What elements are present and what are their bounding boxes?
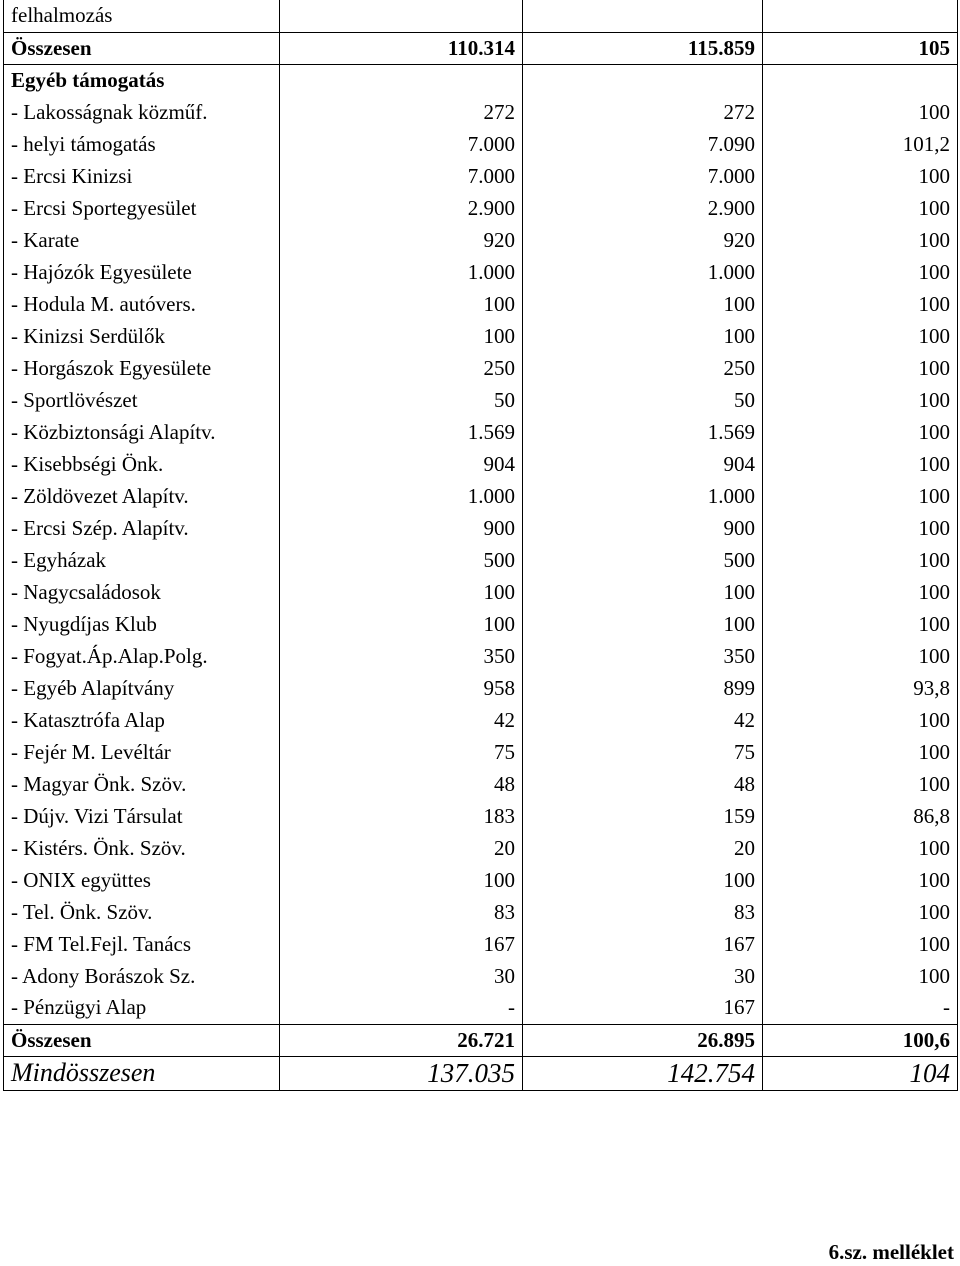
row-value-1: 500	[280, 544, 523, 576]
row-label: - Fejér M. Levéltár	[4, 736, 280, 768]
row-value-3: 100	[763, 256, 958, 288]
row-value-2: 48	[523, 768, 763, 800]
row-label: - Tel. Önk. Szöv.	[4, 896, 280, 928]
row-value-1: 50	[280, 384, 523, 416]
table-row	[4, 672, 958, 704]
subtotal-value-1: 26.721	[280, 1024, 523, 1056]
table-row	[4, 288, 958, 320]
row-label: - Nagycsaládosok	[4, 576, 280, 608]
row-value-2: 100	[523, 320, 763, 352]
row-label: - FM Tel.Fejl. Tanács	[4, 928, 280, 960]
row-value-3: 100	[763, 416, 958, 448]
row-value-1: 20	[280, 832, 523, 864]
row-value-2: 100	[523, 288, 763, 320]
row-value-3: 100	[763, 736, 958, 768]
row-label: - Magyar Önk. Szöv.	[4, 768, 280, 800]
grand-total-label: Mindösszesen	[4, 1056, 280, 1090]
row-value-1: 7.000	[280, 128, 523, 160]
row-value-3: 100	[763, 576, 958, 608]
row-label: - Dújv. Vizi Társulat	[4, 800, 280, 832]
row-label: - Sportlövészet	[4, 384, 280, 416]
row-value-2: 50	[523, 384, 763, 416]
row-label: - Ercsi Szép. Alapítv.	[4, 512, 280, 544]
table-row	[4, 416, 958, 448]
row-value-2: 899	[523, 672, 763, 704]
row-value-1: -	[280, 992, 523, 1024]
row-value-1: 272	[280, 96, 523, 128]
row-label: - Pénzügyi Alap	[4, 992, 280, 1024]
subtotal-value-2: 26.895	[523, 1024, 763, 1056]
row-label: - Kinizsi Serdülők	[4, 320, 280, 352]
subtotal-value-2: 115.859	[523, 32, 763, 64]
row-label: - Fogyat.Áp.Alap.Polg.	[4, 640, 280, 672]
row-value-2: 20	[523, 832, 763, 864]
row-value-2: 920	[523, 224, 763, 256]
row-value-1: 1.569	[280, 416, 523, 448]
table-row	[4, 576, 958, 608]
row-value-3: 100	[763, 832, 958, 864]
table-row	[4, 608, 958, 640]
row-value-1: 2.900	[280, 192, 523, 224]
row-label: - Ercsi Sportegyesület	[4, 192, 280, 224]
subtotal-label: Összesen	[4, 1024, 280, 1056]
row-value-2: 42	[523, 704, 763, 736]
table-row	[4, 480, 958, 512]
row-value-2: 83	[523, 896, 763, 928]
row-value-3: 100	[763, 864, 958, 896]
table-row	[4, 384, 958, 416]
row-value-3: 101,2	[763, 128, 958, 160]
subtotal-value-3: 105	[763, 32, 958, 64]
table-row	[4, 160, 958, 192]
table-row	[4, 832, 958, 864]
row-value-1: 167	[280, 928, 523, 960]
row-value-1: 83	[280, 896, 523, 928]
grand-total-value-3: 104	[763, 1056, 958, 1090]
subtotal-value-1: 110.314	[280, 32, 523, 64]
table-row	[4, 320, 958, 352]
table-row	[4, 448, 958, 480]
row-value-3: 100	[763, 768, 958, 800]
row-label: - Hajózók Egyesülete	[4, 256, 280, 288]
row-value-1: 7.000	[280, 160, 523, 192]
table-row	[4, 992, 958, 1024]
row-value-1: 100	[280, 576, 523, 608]
row-value-3: 100	[763, 96, 958, 128]
row-value-2: 2.900	[523, 192, 763, 224]
table-row	[4, 512, 958, 544]
row-value-3: 100	[763, 448, 958, 480]
row-label: - Horgászok Egyesülete	[4, 352, 280, 384]
row-label: - Kistérs. Önk. Szöv.	[4, 832, 280, 864]
row-value-2: 100	[523, 608, 763, 640]
row-value-2: 100	[523, 864, 763, 896]
row-value-3: -	[763, 992, 958, 1024]
row-value-3: 100	[763, 288, 958, 320]
row-value-1: 100	[280, 320, 523, 352]
row-value-2: 167	[523, 928, 763, 960]
row-value-3: 86,8	[763, 800, 958, 832]
row-value-2: 1.000	[523, 480, 763, 512]
table-row	[4, 928, 958, 960]
row-value-2: 272	[523, 96, 763, 128]
row-value-3: 100	[763, 896, 958, 928]
row-value-1: 920	[280, 224, 523, 256]
row-value-1: 250	[280, 352, 523, 384]
table-row	[4, 896, 958, 928]
row-label: felhalmozás	[4, 0, 280, 32]
table-row	[4, 352, 958, 384]
table-row	[4, 256, 958, 288]
row-value-3: 100	[763, 384, 958, 416]
row-value-3: 100	[763, 544, 958, 576]
row-value-3: 100	[763, 192, 958, 224]
row-value-1: 100	[280, 864, 523, 896]
row-value-2: 7.000	[523, 160, 763, 192]
row-label: - Ercsi Kinizsi	[4, 160, 280, 192]
row-label: - Hodula M. autóvers.	[4, 288, 280, 320]
grand-total-value-2: 142.754	[523, 1056, 763, 1090]
row-value-3: 100	[763, 160, 958, 192]
table-row	[4, 768, 958, 800]
row-value-1: 100	[280, 288, 523, 320]
table-row	[4, 640, 958, 672]
row-value-3: 93,8	[763, 672, 958, 704]
row-value-3: 100	[763, 512, 958, 544]
row-value-2: 75	[523, 736, 763, 768]
table-row	[4, 0, 958, 32]
row-label: - Nyugdíjas Klub	[4, 608, 280, 640]
grand-total-row	[4, 1056, 958, 1090]
row-label: - Zöldövezet Alapítv.	[4, 480, 280, 512]
table-row	[4, 96, 958, 128]
row-label: - Katasztrófa Alap	[4, 704, 280, 736]
row-label: - Egyházak	[4, 544, 280, 576]
section-title: Egyéb támogatás	[4, 64, 280, 96]
row-value-2: 100	[523, 576, 763, 608]
table-row	[4, 192, 958, 224]
row-value-2: 1.569	[523, 416, 763, 448]
row-value-3: 100	[763, 352, 958, 384]
table-row	[4, 864, 958, 896]
row-value-1: 100	[280, 608, 523, 640]
row-label: - Karate	[4, 224, 280, 256]
row-value-1: 48	[280, 768, 523, 800]
row-value-2: 904	[523, 448, 763, 480]
table-row	[4, 128, 958, 160]
subtotal-row	[4, 32, 958, 64]
table-row	[4, 800, 958, 832]
row-value-1: 1.000	[280, 256, 523, 288]
row-value-1: 42	[280, 704, 523, 736]
row-value-3: 100	[763, 928, 958, 960]
row-value-2: 1.000	[523, 256, 763, 288]
table-row	[4, 224, 958, 256]
budget-table	[3, 0, 958, 1091]
row-label: - Egyéb Alapítvány	[4, 672, 280, 704]
row-value-2: 7.090	[523, 128, 763, 160]
row-value-3: 100	[763, 224, 958, 256]
subtotal-value-3: 100,6	[763, 1024, 958, 1056]
row-value-1: 1.000	[280, 480, 523, 512]
row-value-2: 30	[523, 960, 763, 992]
row-value-1: 30	[280, 960, 523, 992]
row-value-1: 350	[280, 640, 523, 672]
row-value-1: 183	[280, 800, 523, 832]
row-value-2: 250	[523, 352, 763, 384]
row-value-3: 100	[763, 640, 958, 672]
row-value-1: 958	[280, 672, 523, 704]
row-label: - Közbiztonsági Alapítv.	[4, 416, 280, 448]
table-row	[4, 960, 958, 992]
subtotal-label: Összesen	[4, 32, 280, 64]
row-value-3: 100	[763, 320, 958, 352]
row-value-3: 100	[763, 960, 958, 992]
footer-annex-label: 6.sz. melléklet	[828, 1240, 954, 1264]
row-value-1: 75	[280, 736, 523, 768]
row-value-1: 900	[280, 512, 523, 544]
row-value-3: 100	[763, 704, 958, 736]
row-label: - Lakosságnak közműf.	[4, 96, 280, 128]
row-label: - helyi támogatás	[4, 128, 280, 160]
row-value-3: 100	[763, 608, 958, 640]
row-value-3: 100	[763, 480, 958, 512]
subtotal-row	[4, 1024, 958, 1056]
table-row	[4, 704, 958, 736]
row-value-2: 167	[523, 992, 763, 1024]
row-value-2: 159	[523, 800, 763, 832]
row-value-1: 904	[280, 448, 523, 480]
grand-total-value-1: 137.035	[280, 1056, 523, 1090]
row-label: - ONIX együttes	[4, 864, 280, 896]
section-heading-row	[4, 64, 958, 96]
row-label: - Kisebbségi Önk.	[4, 448, 280, 480]
row-value-2: 350	[523, 640, 763, 672]
row-value-2: 900	[523, 512, 763, 544]
row-value-2: 500	[523, 544, 763, 576]
table-row	[4, 544, 958, 576]
table-row	[4, 736, 958, 768]
row-label: - Adony Borászok Sz.	[4, 960, 280, 992]
